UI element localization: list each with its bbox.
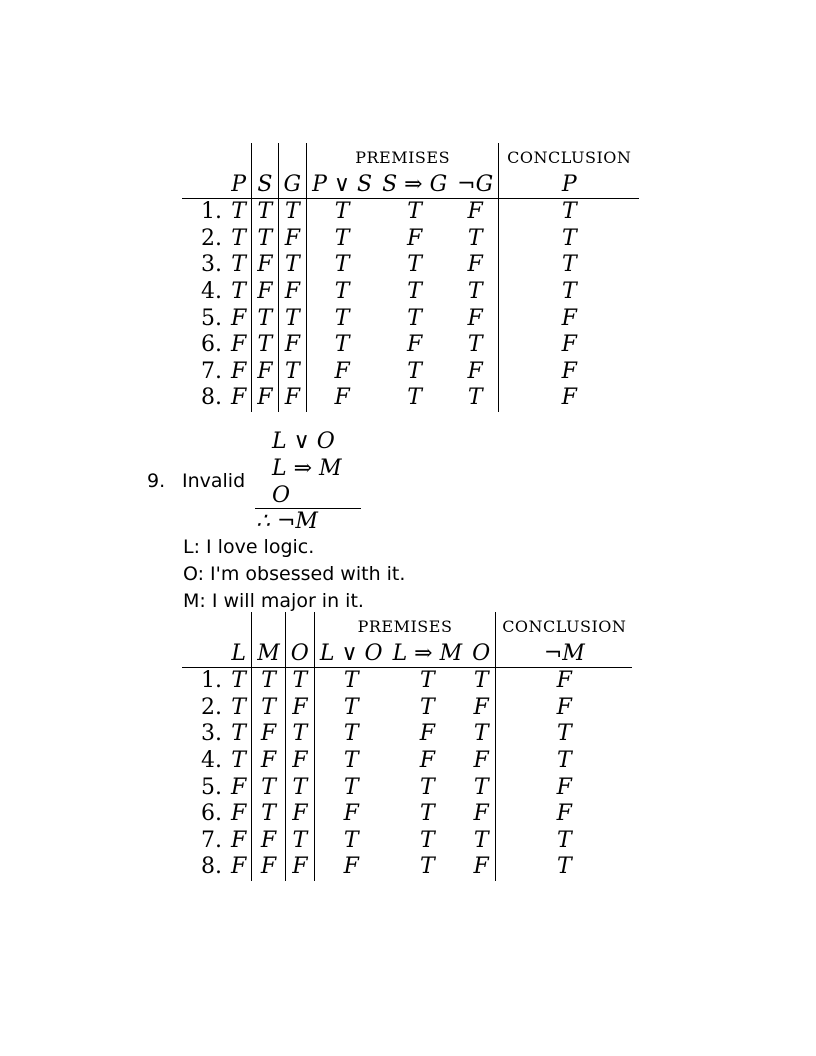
table-cell: T: [314, 695, 387, 722]
table-cell: F: [285, 695, 314, 722]
table-cell: T: [314, 828, 387, 855]
argument-premise: L ⇒ M: [272, 456, 342, 481]
table-cell: T: [278, 199, 307, 226]
table-cell: F: [285, 801, 314, 828]
table-cell: T: [420, 668, 435, 694]
table-cell: F: [467, 305, 483, 331]
table-row: [182, 199, 639, 226]
table-cell: T: [499, 226, 640, 253]
column-header: M: [252, 641, 286, 668]
column-header: S ⇒ G: [377, 172, 452, 199]
table-cell: T: [473, 774, 489, 800]
column-header: P ∨ S: [307, 172, 377, 199]
table-cell: T: [467, 278, 483, 304]
table-cell: F: [473, 801, 489, 827]
table-cell: T: [231, 668, 246, 694]
table-cell: F: [252, 252, 278, 279]
table-cell: T: [407, 385, 422, 411]
table-cell: F: [496, 668, 633, 695]
table-row: [182, 668, 632, 695]
row-number: 7.: [201, 827, 222, 853]
table-cell: F: [473, 747, 489, 773]
table-cell: T: [252, 775, 286, 802]
column-header: L ⇒ M: [388, 641, 468, 668]
table-cell: F: [285, 854, 314, 881]
table-column-header-row: [182, 641, 632, 668]
table-cell: F: [473, 854, 489, 880]
legend-item: L: I love logic.: [183, 536, 315, 558]
row-number: 6.: [201, 332, 222, 358]
row-number: 1.: [201, 668, 222, 694]
table-group-header-row: [182, 612, 632, 641]
table-row: [182, 279, 639, 306]
table-row: [182, 828, 632, 855]
column-header: G: [278, 172, 307, 199]
table-cell: F: [419, 747, 435, 773]
table-cell: F: [231, 801, 247, 827]
table-cell: T: [231, 199, 246, 225]
table-row: [182, 721, 632, 748]
problem-number: 9.: [147, 470, 166, 492]
table-row: [182, 748, 632, 775]
table-cell: F: [278, 332, 307, 359]
table-cell: T: [314, 721, 387, 748]
table-cell: T: [467, 332, 483, 358]
table-cell: F: [278, 226, 307, 253]
argument-premises: [272, 428, 342, 509]
table-cell: F: [231, 827, 247, 853]
table-cell: T: [407, 252, 422, 278]
table-cell: T: [467, 225, 483, 251]
table-cell: T: [307, 332, 377, 359]
table-cell: T: [252, 226, 278, 253]
table-row: [182, 359, 639, 386]
column-header: P: [499, 172, 640, 199]
table-cell: T: [252, 695, 286, 722]
table-cell: T: [499, 199, 640, 226]
table-cell: F: [496, 695, 633, 722]
table-cell: F: [252, 279, 278, 306]
truth-table-1: [182, 143, 639, 412]
table-row: [182, 854, 632, 881]
table-cell: F: [499, 385, 640, 412]
row-number: 8.: [201, 385, 222, 411]
table-cell: T: [407, 199, 422, 225]
table-group-header-row: [182, 143, 639, 172]
table-cell: T: [420, 694, 435, 720]
table-cell: T: [473, 668, 489, 694]
table-cell: F: [406, 332, 423, 358]
table-cell: T: [231, 278, 246, 304]
table-cell: F: [252, 385, 278, 412]
table-cell: T: [252, 199, 278, 226]
table-cell: T: [285, 775, 314, 802]
table-row: [182, 306, 639, 333]
legend-item: O: I'm obsessed with it.: [183, 563, 406, 585]
column-header: L: [226, 641, 252, 668]
column-header: P: [226, 172, 252, 199]
column-header: O: [285, 641, 314, 668]
table-cell: T: [420, 827, 435, 853]
table-cell: F: [307, 385, 377, 412]
table-cell: T: [278, 306, 307, 333]
row-number: 4.: [201, 278, 222, 304]
table-row: [182, 385, 639, 412]
table-cell: F: [252, 854, 286, 881]
premises-heading: PREMISES: [314, 612, 495, 641]
row-number: 3.: [201, 252, 222, 278]
table-cell: F: [473, 694, 489, 720]
table-cell: T: [285, 721, 314, 748]
table-cell: T: [473, 721, 489, 747]
table-cell: T: [252, 668, 286, 695]
row-number: 6.: [201, 801, 222, 827]
conclusion-heading: CONCLUSION: [499, 143, 640, 172]
table-cell: T: [252, 801, 286, 828]
column-header: ¬M: [496, 641, 633, 668]
conclusion-heading: CONCLUSION: [496, 612, 633, 641]
table-cell: F: [406, 225, 423, 251]
table-cell: F: [467, 358, 483, 384]
row-number: 7.: [201, 358, 222, 384]
table-cell: T: [407, 305, 422, 331]
table-cell: F: [252, 828, 286, 855]
table-row: [182, 695, 632, 722]
argument-premise: L ∨ O: [272, 429, 335, 454]
table-cell: F: [496, 775, 633, 802]
table-cell: T: [231, 252, 246, 278]
table-cell: T: [499, 252, 640, 279]
table-cell: F: [499, 332, 640, 359]
row-number: 5.: [201, 774, 222, 800]
row-number: 1.: [201, 199, 222, 225]
table-cell: T: [314, 668, 387, 695]
table-cell: T: [407, 358, 422, 384]
table-cell: T: [307, 279, 377, 306]
table-cell: T: [231, 225, 246, 251]
table-cell: T: [407, 278, 422, 304]
table-cell: T: [278, 359, 307, 386]
legend-item: M: I will major in it.: [183, 590, 364, 612]
table-cell: T: [231, 721, 246, 747]
truth-table-2: [182, 612, 632, 881]
table-cell: F: [467, 252, 483, 278]
row-number: 2.: [201, 225, 222, 251]
table-cell: F: [278, 279, 307, 306]
table-column-header-row: [182, 172, 639, 199]
row-number: 3.: [201, 721, 222, 747]
table-cell: T: [307, 252, 377, 279]
table-cell: T: [314, 775, 387, 802]
table-cell: T: [496, 748, 633, 775]
table-cell: F: [252, 359, 278, 386]
table-cell: T: [420, 801, 435, 827]
table-cell: T: [307, 199, 377, 226]
table-cell: T: [496, 854, 633, 881]
row-number: 8.: [201, 854, 222, 880]
argument-conclusion: ∴ ¬M: [256, 509, 318, 534]
table-cell: T: [252, 332, 278, 359]
table-cell: F: [285, 748, 314, 775]
table-cell: T: [307, 226, 377, 253]
table-cell: T: [285, 828, 314, 855]
table-cell: F: [231, 305, 247, 331]
table-cell: F: [314, 801, 387, 828]
table-cell: T: [307, 306, 377, 333]
table-cell: F: [231, 385, 247, 411]
table-cell: F: [496, 801, 633, 828]
table-cell: T: [467, 385, 483, 411]
table-cell: F: [307, 359, 377, 386]
table-cell: F: [231, 774, 247, 800]
row-number: 4.: [201, 747, 222, 773]
table-row: [182, 252, 639, 279]
argument-premise: O: [272, 483, 291, 508]
table-cell: T: [496, 721, 633, 748]
table-cell: T: [314, 748, 387, 775]
table-cell: T: [231, 694, 246, 720]
column-header: ¬G: [452, 172, 499, 199]
column-header: O: [467, 641, 496, 668]
table-cell: T: [473, 827, 489, 853]
column-header: S: [252, 172, 278, 199]
problem-verdict: Invalid: [182, 470, 246, 492]
table-cell: F: [231, 332, 247, 358]
table-cell: T: [496, 828, 633, 855]
table-cell: T: [231, 747, 246, 773]
table-cell: F: [278, 385, 307, 412]
table-cell: F: [252, 748, 286, 775]
table-cell: F: [467, 199, 483, 225]
column-header: L ∨ O: [314, 641, 387, 668]
table-cell: T: [278, 252, 307, 279]
row-number: 2.: [201, 694, 222, 720]
table-row: [182, 801, 632, 828]
table-row: [182, 775, 632, 802]
table-cell: T: [252, 306, 278, 333]
table-cell: T: [420, 774, 435, 800]
table-cell: T: [499, 279, 640, 306]
table-cell: F: [231, 854, 247, 880]
table-cell: F: [231, 358, 247, 384]
table-cell: T: [420, 854, 435, 880]
table-cell: F: [499, 306, 640, 333]
table-cell: F: [499, 359, 640, 386]
table-cell: F: [314, 854, 387, 881]
table-cell: F: [252, 721, 286, 748]
premises-heading: PREMISES: [307, 143, 499, 172]
table-cell: T: [285, 668, 314, 695]
table-row: [182, 332, 639, 359]
table-row: [182, 226, 639, 253]
row-number: 5.: [201, 305, 222, 331]
table-cell: F: [419, 721, 435, 747]
